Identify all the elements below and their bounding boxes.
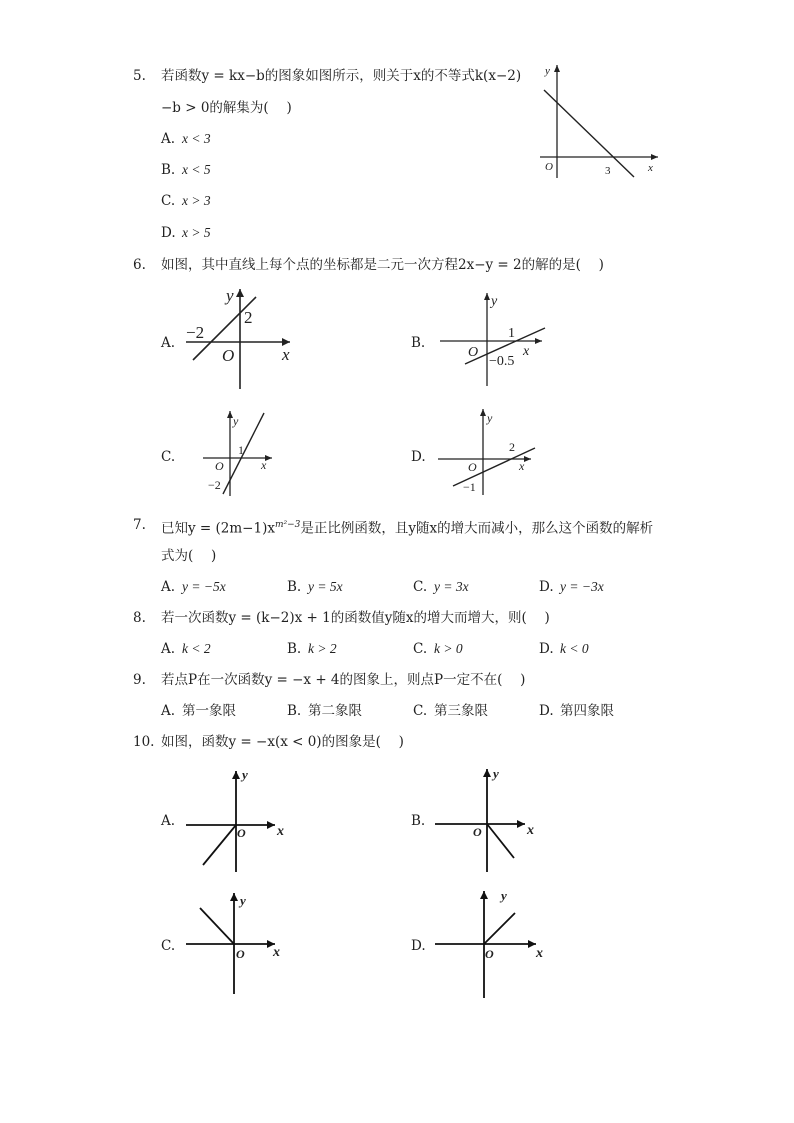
y-label: y	[240, 893, 246, 908]
tick-label: −2	[208, 478, 221, 492]
q10-number: 10.	[133, 734, 155, 750]
y-label: y	[226, 286, 234, 305]
q9-number: 9.	[133, 672, 146, 688]
y-arrow	[480, 409, 486, 416]
tick-label: 2	[244, 308, 253, 327]
q10-stem: 如图，函数y = −x(x < 0)的图象是( )	[161, 734, 404, 750]
y-label: y	[487, 411, 493, 425]
q10-option-b-letter[interactable]: B.	[411, 813, 426, 829]
graph-ray	[487, 824, 514, 858]
y-label: y	[242, 767, 248, 782]
q7-exponent: m²−3	[274, 520, 301, 530]
q10-option-b-graph[interactable]	[432, 764, 544, 876]
option-letter: C.	[161, 193, 176, 209]
origin-label: O	[485, 947, 494, 961]
option-letter: A.	[161, 579, 176, 595]
option-text: k < 2	[182, 641, 211, 656]
option-text: 第一象限	[182, 703, 236, 719]
x-arrow	[651, 154, 658, 160]
x-label: x	[282, 345, 290, 364]
origin-label: O	[215, 459, 224, 473]
option-text: y = −5x	[182, 579, 226, 594]
tick-label: −0.5	[489, 354, 515, 369]
option-text: k > 0	[434, 641, 463, 656]
option-letter: D.	[539, 579, 554, 595]
q7-stem-after: 是正比例函数，且y随x的增大而减小，那么这个函数的解析	[300, 520, 654, 537]
q5-graph	[530, 60, 670, 185]
x-label: x	[523, 344, 530, 359]
q10-option-a-graph[interactable]	[183, 766, 293, 876]
option-letter: B.	[287, 579, 302, 595]
option-text: y = 5x	[308, 579, 343, 594]
y-arrow	[230, 893, 238, 901]
intercept-label: 3	[605, 165, 611, 177]
x-label: x	[527, 823, 534, 838]
q10-option-d-graph[interactable]	[432, 886, 552, 1002]
x-label: x	[273, 945, 280, 960]
q10-option-a-letter[interactable]: A.	[161, 813, 176, 829]
y-arrow	[554, 65, 560, 72]
option-text: x < 5	[182, 162, 211, 177]
q7-stem-line2: 式为( )	[161, 548, 217, 564]
option-text: x > 3	[182, 193, 211, 208]
q9-stem: 若点P在一次函数y = −x + 4的图象上，则点P一定不在( )	[161, 672, 526, 688]
option-letter: C.	[413, 579, 428, 595]
q5-stem-line1: 若函数y = kx−b的图象如图所示，则关于x的不等式k(x−2)	[161, 68, 522, 84]
q6-option-d-graph[interactable]	[435, 406, 540, 498]
tick-label: 1	[508, 326, 515, 341]
y-arrow	[232, 771, 240, 779]
q8-stem: 若一次函数y = (k−2)x + 1的函数值y随x的增大而增大，则( )	[161, 610, 550, 626]
q5-stem-line2: −b > 0的解集为( )	[161, 100, 292, 116]
q7-stem	[161, 516, 653, 538]
x-label: x	[519, 459, 525, 473]
q5-number: 5.	[133, 68, 146, 84]
y-arrow	[236, 289, 244, 297]
tick-label: 2	[509, 440, 515, 454]
y-label: y	[493, 766, 499, 781]
q6-stem: 如图，其中直线上每个点的坐标都是二元一次方程2x−y = 2的解的是( )	[161, 257, 604, 273]
origin-label: O	[468, 460, 477, 474]
q6-option-a-letter[interactable]: A.	[161, 335, 176, 351]
q6-option-d-letter[interactable]: D.	[411, 449, 426, 465]
q8-number: 8.	[133, 610, 146, 626]
q6-number: 6.	[133, 257, 146, 273]
q10-option-c-graph[interactable]	[183, 888, 293, 998]
y-label: y	[491, 294, 498, 309]
graph-ray	[203, 825, 236, 865]
option-text: 第二象限	[308, 703, 362, 719]
q10-option-d-letter[interactable]: D.	[411, 938, 426, 954]
graph-ray	[484, 913, 515, 944]
option-text: k > 2	[308, 641, 337, 656]
option-text: k < 0	[560, 641, 589, 656]
origin-label: O	[468, 345, 479, 360]
y-arrow	[484, 293, 490, 300]
origin-label: O	[237, 826, 246, 840]
x-arrow	[528, 940, 536, 948]
option-text: x > 5	[182, 225, 211, 240]
option-letter: C.	[413, 641, 428, 657]
option-text: 第四象限	[560, 703, 614, 719]
tick-label: −1	[463, 480, 476, 494]
x-arrow	[524, 456, 531, 462]
tick-label: 1	[238, 443, 244, 457]
origin-label: O	[473, 825, 482, 839]
y-arrow	[483, 769, 491, 777]
q7-number: 7.	[133, 517, 146, 533]
option-letter: D.	[539, 641, 554, 657]
x-label: x	[261, 458, 267, 472]
y-label: y	[233, 414, 239, 428]
option-text: y = 3x	[434, 579, 469, 594]
q6-option-c-letter[interactable]: C.	[161, 449, 176, 465]
x-arrow	[535, 338, 542, 344]
y-arrow	[480, 891, 488, 899]
option-text: y = −3x	[560, 579, 604, 594]
graph-ray	[200, 908, 234, 944]
origin-label: O	[222, 346, 235, 365]
option-letter: A.	[161, 641, 176, 657]
tick-label: −2	[186, 323, 205, 342]
q6-option-b-letter[interactable]: B.	[411, 335, 426, 351]
option-letter: D.	[539, 703, 554, 719]
x-label: x	[648, 162, 653, 174]
option-text: x < 3	[182, 131, 211, 146]
x-arrow	[267, 821, 275, 829]
option-letter: B.	[161, 162, 176, 178]
q7-stem-before: 已知y = (2m−1)x	[161, 520, 275, 537]
option-letter: B.	[287, 703, 302, 719]
option-letter: A.	[161, 703, 176, 719]
option-letter: C.	[413, 703, 428, 719]
q10-option-c-letter[interactable]: C.	[161, 938, 176, 954]
q6-option-a-graph[interactable]	[178, 284, 298, 396]
option-letter: A.	[161, 131, 176, 147]
x-arrow	[517, 820, 525, 828]
x-label: x	[536, 946, 543, 961]
option-text: 第三象限	[434, 703, 488, 719]
q6-option-c-graph[interactable]	[200, 408, 280, 498]
x-label: x	[277, 824, 284, 839]
origin-label: O	[236, 947, 245, 961]
y-label: y	[501, 888, 507, 903]
y-label: y	[545, 65, 550, 77]
origin-label: O	[545, 161, 553, 173]
option-letter: D.	[161, 225, 176, 241]
option-letter: B.	[287, 641, 302, 657]
q6-option-b-graph[interactable]	[435, 288, 550, 390]
